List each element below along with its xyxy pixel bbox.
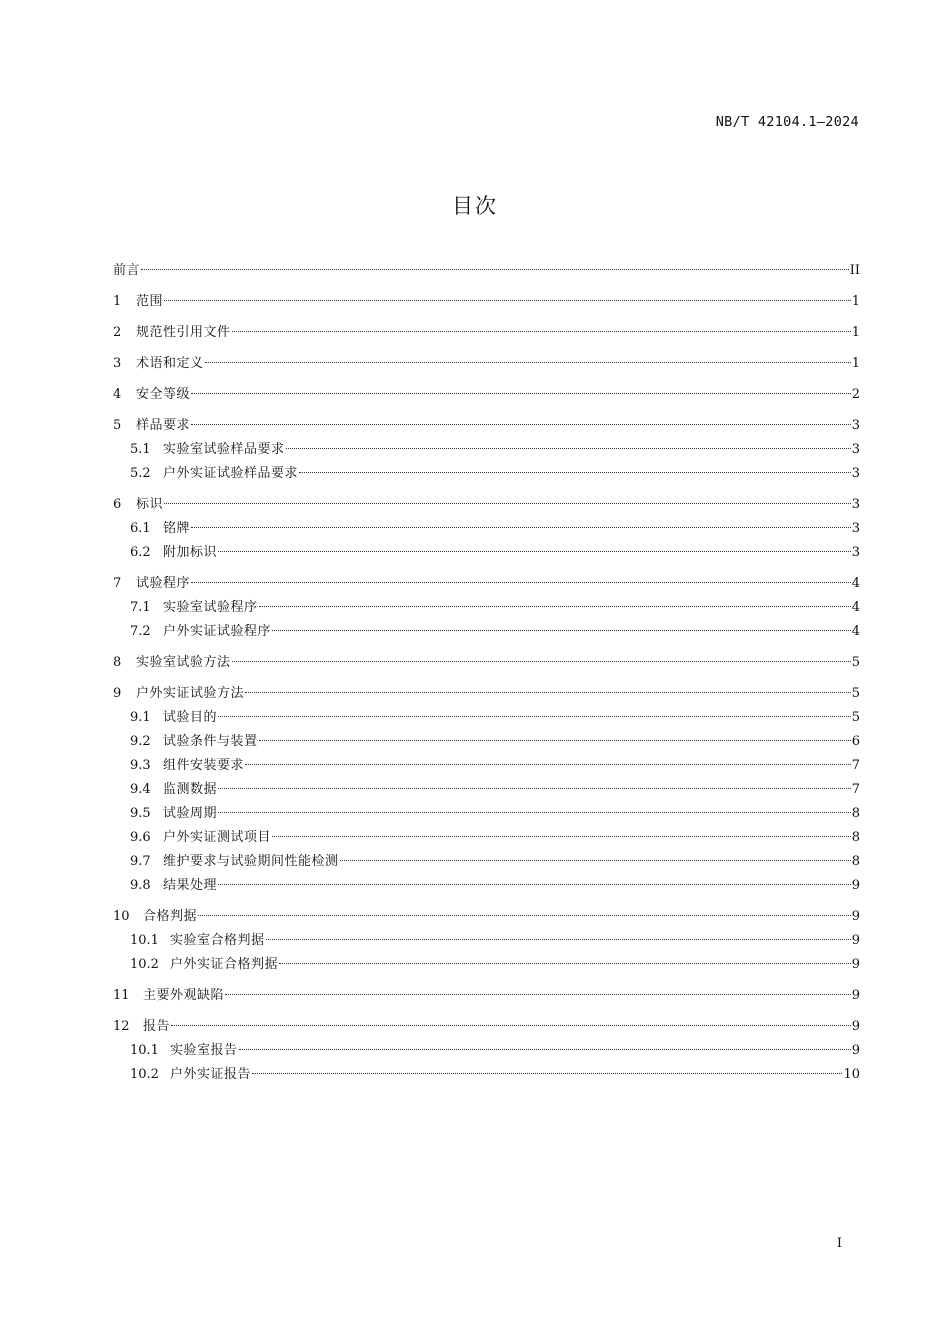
toc-entry-number: 11: [113, 988, 130, 1003]
toc-entry-page: II: [849, 263, 860, 278]
toc-entry-page: 5: [851, 686, 860, 701]
toc-entry-number: 6.2: [130, 545, 151, 560]
toc-entry-label: 试验周期: [163, 806, 218, 821]
toc-dot-leader: [218, 884, 851, 885]
toc-entry-page: 8: [851, 854, 860, 869]
toc-dot-leader: [164, 300, 851, 301]
toc-dot-leader: [218, 716, 851, 717]
toc-entry[interactable]: [113, 383, 860, 407]
toc-entry[interactable]: [113, 984, 860, 1008]
toc-entry-label: 试验条件与装置: [163, 734, 258, 749]
toc-entry-label: 实验室合格判据: [170, 933, 265, 948]
toc-entry-label: 安全等级: [136, 387, 191, 402]
toc-dot-leader: [225, 994, 851, 995]
toc-dot-leader: [218, 551, 851, 552]
toc-entry-label: 试验程序: [136, 576, 191, 591]
toc-entry-number: 10.2: [130, 957, 159, 972]
toc-dot-leader: [191, 393, 851, 394]
toc-dot-leader: [232, 661, 851, 662]
toc-entry-label: 铭牌: [163, 521, 191, 536]
toc-dot-leader: [205, 362, 851, 363]
toc-entry-page: 4: [851, 624, 860, 639]
toc-entry-page: 3: [851, 545, 860, 560]
toc-entry-number: 5.1: [130, 442, 151, 457]
toc-entry-label: 实验室报告: [170, 1043, 238, 1058]
toc-entry-label: 报告: [143, 1019, 171, 1034]
toc-entry-page: 9: [851, 909, 860, 924]
toc-entry-number: 6.1: [130, 521, 151, 536]
page-number: I: [836, 1236, 842, 1251]
toc-entry-label: 组件安装要求: [163, 758, 245, 773]
toc-entry-page: 9: [851, 988, 860, 1003]
toc-dot-leader: [198, 915, 851, 916]
toc-entry[interactable]: [113, 754, 860, 778]
toc-dot-leader: [171, 1025, 851, 1026]
toc-entry-number: 9.7: [130, 854, 151, 869]
toc-entry-number: 3: [113, 356, 122, 371]
toc-entry[interactable]: [113, 826, 860, 850]
toc-entry-label: 主要外观缺陷: [143, 988, 225, 1003]
toc-dot-leader: [272, 836, 851, 837]
toc-entry-number: 10: [113, 909, 130, 924]
toc-entry[interactable]: [113, 462, 860, 486]
toc-entry-page: 3: [851, 466, 860, 481]
toc-entry[interactable]: [113, 730, 860, 754]
toc-dot-leader: [245, 764, 851, 765]
toc-entry-label: 实验室试验样品要求: [163, 442, 285, 457]
table-of-contents: [113, 259, 860, 1087]
toc-entry-number: 6: [113, 497, 122, 512]
toc-entry-number: 1: [113, 294, 122, 309]
toc-entry-page: 7: [851, 758, 860, 773]
toc-entry-label: 户外实证试验样品要求: [163, 466, 299, 481]
toc-entry[interactable]: [113, 438, 860, 462]
toc-entry[interactable]: [113, 517, 860, 541]
toc-dot-leader: [259, 740, 851, 741]
toc-entry-label: 实验室试验程序: [163, 600, 258, 615]
toc-entry-number: 7.2: [130, 624, 151, 639]
toc-dot-leader: [259, 606, 851, 607]
toc-entry-label: 维护要求与试验期间性能检测: [163, 854, 339, 869]
toc-entry-page: 4: [851, 600, 860, 615]
toc-entry-page: 10: [843, 1067, 860, 1082]
page-title: 目次: [452, 194, 498, 218]
toc-dot-leader: [245, 692, 851, 693]
toc-entry[interactable]: [113, 321, 860, 345]
toc-entry[interactable]: [113, 290, 860, 314]
toc-entry-number: 10.1: [130, 1043, 159, 1058]
toc-dot-leader: [141, 269, 849, 270]
toc-entry-label: 户外实证试验方法: [136, 686, 245, 701]
toc-entry-number: 4: [113, 387, 122, 402]
toc-dot-leader: [299, 472, 851, 473]
toc-entry-number: 7: [113, 576, 122, 591]
toc-entry-label: 试验目的: [163, 710, 218, 725]
toc-entry-page: 9: [851, 933, 860, 948]
toc-entry-label: 合格判据: [143, 909, 198, 924]
toc-entry-number: 9.5: [130, 806, 151, 821]
toc-dot-leader: [286, 448, 851, 449]
toc-entry-page: 5: [851, 655, 860, 670]
toc-entry-page: 3: [851, 418, 860, 433]
toc-entry[interactable]: [113, 802, 860, 826]
toc-entry-label: 结果处理: [163, 878, 218, 893]
toc-entry[interactable]: [113, 572, 860, 596]
toc-entry-label: 术语和定义: [136, 356, 204, 371]
toc-entry-number: 9.8: [130, 878, 151, 893]
toc-entry-label: 户外实证报告: [170, 1067, 252, 1082]
toc-entry[interactable]: [113, 1015, 860, 1039]
toc-entry-label: 附加标识: [163, 545, 218, 560]
toc-entry-page: 6: [851, 734, 860, 749]
toc-entry-label: 户外实证合格判据: [170, 957, 279, 972]
toc-entry-label: 监测数据: [163, 782, 218, 797]
toc-entry[interactable]: [113, 1063, 860, 1087]
toc-entry[interactable]: [113, 596, 860, 620]
toc-entry[interactable]: [113, 1039, 860, 1063]
toc-entry[interactable]: [113, 541, 860, 565]
toc-entry-page: 5: [851, 710, 860, 725]
toc-entry[interactable]: [113, 953, 860, 977]
toc-entry-page: 3: [851, 521, 860, 536]
toc-entry-page: 9: [851, 1019, 860, 1034]
toc-entry-page: 4: [851, 576, 860, 591]
toc-entry-page: 1: [851, 294, 860, 309]
toc-entry-label: 规范性引用文件: [136, 325, 231, 340]
document-code: NB/T 42104.1—2024: [715, 114, 859, 130]
toc-entry[interactable]: [113, 493, 860, 517]
toc-entry[interactable]: [113, 259, 860, 283]
toc-dot-leader: [191, 527, 851, 528]
toc-entry-page: 7: [851, 782, 860, 797]
toc-entry-page: 1: [851, 356, 860, 371]
toc-entry-label: 户外实证试验程序: [163, 624, 272, 639]
toc-entry-page: 9: [851, 878, 860, 893]
toc-entry-label: 范围: [136, 294, 164, 309]
toc-entry-page: 9: [851, 1043, 860, 1058]
toc-entry-number: 10.2: [130, 1067, 159, 1082]
toc-entry-page: 3: [851, 497, 860, 512]
toc-entry-number: 5: [113, 418, 122, 433]
toc-entry-page: 8: [851, 830, 860, 845]
toc-entry[interactable]: [113, 352, 860, 376]
toc-entry-page: 3: [851, 442, 860, 457]
toc-entry-number: 7.1: [130, 600, 151, 615]
toc-dot-leader: [164, 503, 851, 504]
toc-dot-leader: [232, 331, 851, 332]
toc-entry-number: 9.4: [130, 782, 151, 797]
toc-entry[interactable]: [113, 620, 860, 644]
toc-entry[interactable]: [113, 905, 860, 929]
toc-entry-label: 实验室试验方法: [136, 655, 231, 670]
toc-entry-label: 户外实证测试项目: [163, 830, 272, 845]
toc-dot-leader: [218, 788, 851, 789]
toc-entry-label: 标识: [136, 497, 164, 512]
toc-entry-label: 前言: [113, 263, 141, 278]
toc-entry[interactable]: [113, 706, 860, 730]
toc-entry[interactable]: [113, 929, 860, 953]
toc-dot-leader: [340, 860, 851, 861]
toc-entry[interactable]: [113, 682, 860, 706]
toc-entry-number: 9.6: [130, 830, 151, 845]
toc-entry-number: 9.3: [130, 758, 151, 773]
toc-entry-number: 2: [113, 325, 122, 340]
toc-dot-leader: [252, 1073, 842, 1074]
toc-entry-label: 样品要求: [136, 418, 191, 433]
toc-dot-leader: [266, 939, 851, 940]
toc-dot-leader: [218, 812, 851, 813]
toc-dot-leader: [191, 424, 851, 425]
toc-dot-leader: [272, 630, 851, 631]
toc-dot-leader: [279, 963, 851, 964]
toc-entry[interactable]: [113, 414, 860, 438]
toc-entry-number: 9: [113, 686, 122, 701]
toc-entry-number: 5.2: [130, 466, 151, 481]
toc-entry-page: 8: [851, 806, 860, 821]
toc-entry-page: 1: [851, 325, 860, 340]
toc-entry-number: 9.1: [130, 710, 151, 725]
toc-entry-number: 8: [113, 655, 122, 670]
toc-entry[interactable]: [113, 850, 860, 874]
toc-dot-leader: [239, 1049, 851, 1050]
toc-entry-number: 9.2: [130, 734, 151, 749]
toc-entry-number: 12: [113, 1019, 130, 1034]
toc-entry[interactable]: [113, 874, 860, 898]
toc-entry[interactable]: [113, 651, 860, 675]
toc-entry-page: 2: [851, 387, 860, 402]
toc-entry-page: 9: [851, 957, 860, 972]
toc-entry-number: 10.1: [130, 933, 159, 948]
toc-dot-leader: [191, 582, 851, 583]
toc-entry[interactable]: [113, 778, 860, 802]
